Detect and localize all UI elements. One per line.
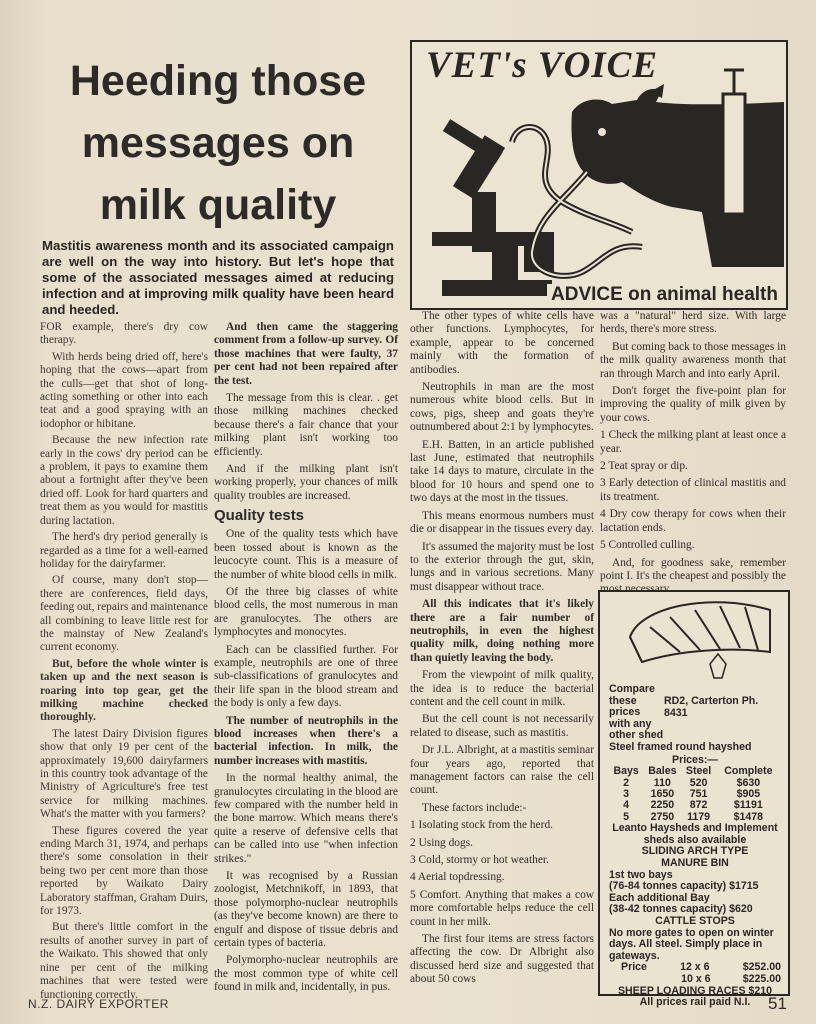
paragraph: From the viewpoint of milk quality, the idea is to reduce the bacterial content and the cell count in milk.: [410, 669, 594, 708]
list-item: 5 Controlled culling.: [600, 539, 695, 552]
paragraph-bold: The number of neutrophils in the blood increases when there's a bacterial infection. In milk, the number increases with mastitis.: [214, 714, 398, 767]
ad-price-label: Price: [621, 961, 647, 974]
list-item: 4 Dry cow therapy for cows when their lactation ends.: [600, 508, 786, 534]
ad-header-row: [609, 684, 781, 742]
table-cell: 1650: [650, 787, 675, 800]
ad-price-row-2: [609, 974, 781, 986]
ad-capacity-1: (76-84 tonnes capacity) $1715: [609, 880, 759, 893]
paragraph-bold: And then came the staggering comment from a follow-up survey. Of those machines that were faulty, 37 per cent had not been repaired after the test.: [214, 321, 398, 387]
table-cell: 1179: [687, 810, 711, 823]
article-headline: [40, 50, 396, 236]
ad-manure-bin: MANURE BIN: [661, 856, 729, 869]
paragraph-bold: But, before the whole winter is taken up and the next season is roaring into top gear, get the milking machine checked thoroughly.: [40, 657, 208, 724]
paragraph: Polymorpho-nuclear neutrophils are the most common type of white cell found in milk and, incidentally, in pus.: [214, 954, 398, 994]
table-cell: 520: [689, 776, 708, 789]
paragraph: The first four items are stress factors affecting the cow. Dr Albright also discussed herd size and suggested that about 50 cows: [410, 933, 594, 986]
list-item: 1 Check the milking plant at least once a year.: [600, 429, 786, 455]
article-column-3: [410, 310, 594, 991]
paragraph: But there's little comfort in the results of another survey in part of the Waikato. This showed that only nine per cent of the milking machines that were tested were functioning correctly.: [40, 921, 208, 1001]
paragraph: These factors include:-: [422, 801, 527, 814]
ad-compare-text: Compare these prices with any other shed: [609, 683, 664, 742]
paragraph: It was recognised by a Russian zoologist, Metchnikoff, in 1893, that those polymorpho-nuclear neutrophils (as they've become known) are there to engulf and dispose of tissue debris and certain types of bacteria.: [214, 870, 398, 950]
ad-steel-framed: Steel framed round hayshed: [609, 740, 752, 753]
ad-address: RD2, Carterton Ph. 8431: [664, 695, 759, 719]
price-table: [609, 766, 781, 823]
table-cell: 2750: [650, 810, 675, 823]
paragraph: Neutrophils in man are the most numerous white blood cells. But in cows, pigs, sheep and goats they're outnumbered about 2:1 by lymphocytes.: [410, 381, 594, 434]
table-cell: $905: [736, 787, 761, 800]
paragraph: was a "natural" herd size. With large herds, there's more stress.: [600, 310, 786, 336]
publication-footer: N.Z. DAIRY EXPORTER: [28, 997, 169, 1011]
ad-gates-text: No more gates to open on winter days. All steel. Simply place in gateways.: [609, 926, 774, 962]
list-item: 3 Early detection of clinical mastitis and its treatment.: [600, 477, 786, 503]
paragraph: And if the milking plant isn't working properly, your chances of milk quality troubles are increased.: [214, 463, 398, 502]
table-cell: $1191: [733, 799, 763, 812]
paragraph: The latest Dairy Division figures show that only 19 per cent of the approximately 19,600 dairyfarmers in this country took advantage of the Ministry of Agriculture's free test service for milking machines. What's the matter with you farmers?: [40, 727, 208, 821]
list-item: 5 Comfort. Anything that makes a cow more comfortable helps reduce the cell count in her milk.: [410, 888, 594, 928]
vets-voice-title: VET's VOICE: [426, 45, 659, 86]
ad-prices-title: Prices:—: [672, 753, 718, 766]
column-header: Bales: [648, 765, 677, 778]
table-cell: 872: [689, 799, 708, 812]
paragraph: FOR example, there's dry cow therapy.: [40, 321, 208, 347]
column-header: Bays: [613, 765, 639, 778]
paragraph: Dr J.L. Albright, at a mastitis seminar four years ago, reported that management factors can raise the cell count.: [410, 744, 594, 797]
table-cell: $630: [736, 776, 761, 789]
paragraph: This means enormous numbers must die or disappear in the tissues every day.: [410, 509, 594, 536]
ad-size: 10 x 6: [681, 972, 711, 985]
column-header: Steel: [685, 765, 712, 778]
hayshed-icon: [600, 592, 788, 682]
paragraph: And, for goodness sake, remember point I. It's the cheapest and possibly the: [600, 556, 786, 582]
paragraph: These figures covered the year ending March 31, 1974, and perhaps there's some consolation in their being two per cent more than those reported by Waikato Dairy Laboratory staffman, Graham Duirs, for 1973.: [40, 824, 208, 918]
page-number: 51: [768, 994, 787, 1013]
paragraph: Of the three big classes of white blood cells, the most numerous in man are granulocytes. The others are lymphocytes and monocytes.: [214, 585, 398, 639]
article-column-1: [40, 321, 208, 1005]
vets-voice-illustration: [410, 40, 788, 310]
headline-line: messages on: [81, 119, 355, 167]
paragraph: The herd's dry period generally is regarded as a time for a well-earned holiday for the dairyfarmer.: [40, 531, 208, 570]
paragraph-bold: All this indicates that it's likely there are a fair number of neutrophils, in even the highest quality milk, doing nothing more than quietly leaving the body.: [410, 598, 594, 664]
ad-cattle-stops: CATTLE STOPS: [655, 914, 735, 927]
section-heading: Quality tests: [214, 507, 305, 525]
headline-line: milk quality: [99, 181, 337, 229]
article-column-2: [214, 321, 398, 999]
table-cell: 110: [653, 776, 671, 789]
ad-size: 12 x 6: [680, 961, 710, 974]
paragraph: But the cell count is not necessarily related to disease, such as mastitis.: [410, 713, 594, 739]
table-cell: 4: [623, 799, 630, 812]
ad-sliding-arch: SLIDING ARCH TYPE: [641, 845, 749, 858]
list-item: 4 Aerial topdressing.: [410, 871, 505, 884]
paragraph: But coming back to those messages in the milk quality awareness month that ran through March and into early April.: [600, 340, 786, 380]
price-table-header: [609, 766, 781, 777]
paragraph: The other types of white cells have other functions. Lymphocytes, for example, appear to be concerned mainly with the formation of antibodies.: [410, 310, 594, 376]
ad-leanto: Leanto Haysheds and Implement sheds also available: [612, 822, 778, 846]
table-cell: $1478: [733, 810, 764, 823]
paragraph: Because the new infection rate early in the cows' dry period can be a problem, it pays to examine them about a fortnight after they've been dried off. Look for hard quarters and treat them as you would for mastitis during lactation.: [40, 434, 208, 527]
paragraph: Of course, many don't stop—there are conferences, field days, feeding out, repairs and maintenance all combining to leave little rest for the mainstay of New Zealand's current economy.: [40, 574, 208, 654]
vets-voice-caption: ADVICE on animal health: [547, 284, 782, 306]
list-item: 3 Cold, stormy or hot weather.: [410, 854, 549, 867]
ad-sheep-loading: SHEEP LOADING RACES $210: [617, 984, 773, 997]
ad-capacity-2: (38-42 tonnes capacity) $620: [609, 903, 753, 916]
ad-content: [609, 684, 781, 1009]
paragraph: Don't forget the five-point plan for improving the quality of milk given by your cows.: [600, 385, 786, 424]
paragraph: It's assumed the majority must be lost to the exterior through the gut, skin, lungs and in various secretions. Many must disappear without trace.: [410, 540, 594, 593]
paragraph: E.H. Batten, in an article published last June, estimated that neutrophils take 14 days to mature, circulate in the blood for 10 hours and spend one to two days at the most in the tissues.: [410, 438, 594, 505]
ad-each-additional: Each additional Bay: [609, 891, 710, 904]
list-item: 1 Isolating stock from the herd.: [410, 819, 553, 832]
ad-price: $252.00: [742, 961, 781, 974]
article-standfirst: Mastitis awareness month and its associated campaign are well on the way into history. But let's hope that some of the associated messages aimed at reducing infection and at improving milk quality have been heard and heeded.: [42, 238, 394, 317]
hayshed-advertisement: [598, 590, 790, 1009]
paragraph: One of the quality tests which have been tossed about is known as the leucocyte count. This is a measure of the number of white blood cells in milk.: [214, 528, 398, 581]
paragraph: With herds being dried off, here's hoping that the cows—apart from the culls—get that shot of long-acting something or other into each teat and a good spraying with an iodophor or hibitane.: [40, 350, 208, 430]
ad-rail-paid: All prices rail paid N.I.: [639, 996, 751, 1009]
list-item: 2 Teat spray or dip.: [600, 460, 688, 473]
table-cell: 2: [623, 776, 630, 789]
list-item: 2 Using dogs.: [410, 836, 473, 849]
ad-price: $225.00: [742, 972, 781, 985]
table-cell: 2250: [650, 799, 675, 812]
ad-first-two-bays: 1st two bays: [609, 868, 673, 881]
paragraph: The message from this is clear. . get those milking machines checked because there's a fair chance that your milking plant isn't working too efficiently.: [214, 392, 398, 458]
paragraph: Each can be classified further. For example, neutrophils are one of three sub-classifications of granulocytes and their life span in the blood stream and the body is only a few days.: [214, 643, 398, 710]
table-cell: 5: [623, 810, 630, 823]
article-column-4: [600, 310, 786, 601]
table-cell: 751: [689, 787, 708, 800]
headline-line: Heeding those: [69, 57, 367, 105]
paragraph: In the normal healthy animal, the granulocytes circulating in the blood are few compared with the number held in the bone marrow. Which means there's quite a reserve of defensive cells that can be called into use "when infection strikes.": [214, 772, 398, 865]
column-header: Complete: [724, 765, 773, 778]
table-cell: 3: [623, 787, 630, 800]
